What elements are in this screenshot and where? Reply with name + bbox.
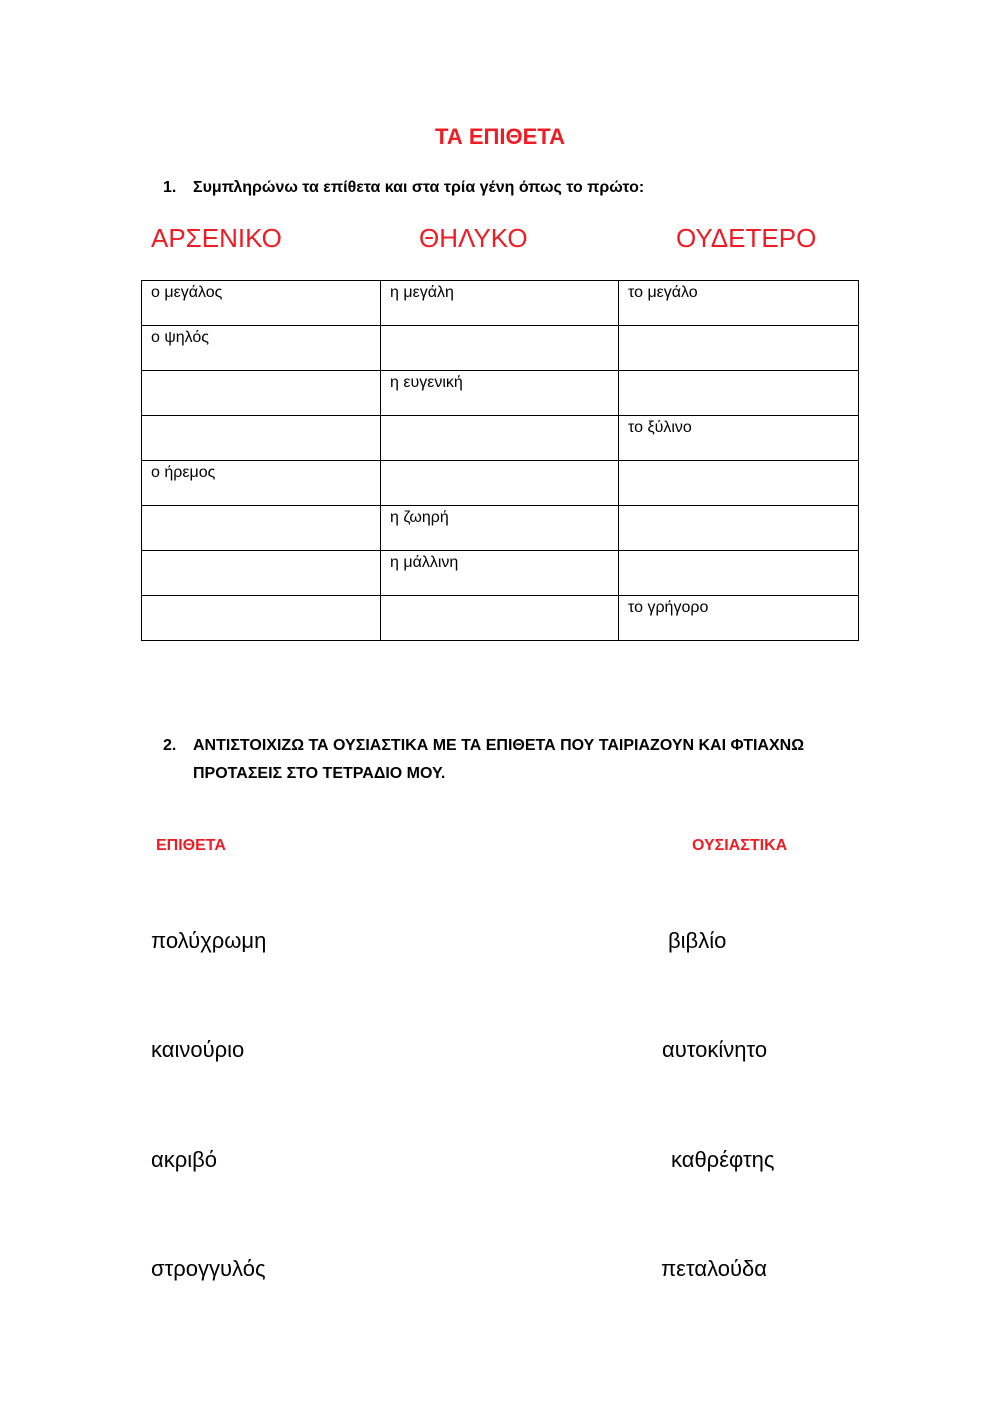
feminine-cell: η ζωηρή: [381, 506, 619, 551]
noun-item[interactable]: καθρέφτης: [671, 1147, 775, 1172]
gender-heading-neuter: ΟΥΔΕΤΕΡΟ: [676, 223, 817, 253]
neuter-cell: το ξύλινο: [619, 416, 859, 461]
noun-item[interactable]: πεταλούδα: [661, 1256, 767, 1281]
masculine-cell[interactable]: [142, 416, 381, 461]
masculine-cell[interactable]: [142, 596, 381, 641]
gender-heading-feminine: ΘΗΛΥΚΟ: [419, 223, 528, 253]
masculine-cell: ο ήρεμος: [142, 461, 381, 506]
adjective-item[interactable]: πολύχρωμη: [151, 928, 267, 953]
table-row: [142, 596, 859, 641]
masculine-cell: ο μεγάλος: [142, 281, 381, 326]
table-row: [142, 281, 859, 326]
table-row: [142, 326, 859, 371]
adjective-item[interactable]: καινούριο: [151, 1037, 245, 1062]
adjective-gender-table: [141, 280, 859, 641]
exercise-2-text: ΑΝΤΙΣΤΟΙΧΙΖΩ ΤΑ ΟΥΣΙΑΣΤΙΚΑ ΜΕ ΤΑ ΕΠΙΘΕΤΑ ΠΟΥ ΤΑΙΡΙΑΖΟΥΝ ΚΑΙ ΦΤΙΑΧΝΩ ΠΡΟΤΑΣΕΙΣ ΣΤΟ ΤΕΤΡΑΔΙΟ ΜΟΥ.: [193, 737, 805, 782]
neuter-cell[interactable]: [619, 326, 859, 371]
feminine-cell[interactable]: [381, 326, 619, 371]
masculine-cell[interactable]: [142, 506, 381, 551]
table-row: [142, 506, 859, 551]
neuter-cell[interactable]: [619, 371, 859, 416]
gender-heading-masculine: ΑΡΣΕΝΙΚΟ: [151, 223, 282, 253]
table-row: [142, 416, 859, 461]
exercise-2-instruction: [163, 732, 883, 788]
neuter-cell[interactable]: [619, 461, 859, 506]
feminine-cell: η μεγάλη: [381, 281, 619, 326]
table-row: [142, 461, 859, 506]
masculine-cell[interactable]: [142, 371, 381, 416]
feminine-cell: η μάλλινη: [381, 551, 619, 596]
feminine-cell[interactable]: [381, 416, 619, 461]
adjectives-header: ΕΠΙΘΕΤΑ: [156, 837, 226, 854]
worksheet-title: ΤΑ ΕΠΙΘΕΤΑ: [435, 124, 565, 149]
neuter-cell: το μεγάλο: [619, 281, 859, 326]
adjective-item[interactable]: ακριβό: [151, 1147, 218, 1172]
exercise-2-number: 2.: [163, 737, 177, 754]
noun-item[interactable]: αυτοκίνητο: [662, 1037, 768, 1062]
exercise-1-instruction: [163, 174, 883, 202]
feminine-cell: η ευγενική: [381, 371, 619, 416]
neuter-cell: το γρήγορο: [619, 596, 859, 641]
nouns-header: ΟΥΣΙΑΣΤΙΚΑ: [692, 837, 788, 854]
feminine-cell[interactable]: [381, 596, 619, 641]
neuter-cell[interactable]: [619, 506, 859, 551]
feminine-cell[interactable]: [381, 461, 619, 506]
exercise-1-number: 1.: [163, 179, 177, 196]
table-row: [142, 551, 859, 596]
table-row: [142, 371, 859, 416]
noun-item[interactable]: βιβλίο: [668, 928, 727, 953]
adjective-item[interactable]: στρογγυλός: [151, 1256, 266, 1281]
masculine-cell[interactable]: [142, 551, 381, 596]
masculine-cell: ο ψηλός: [142, 326, 381, 371]
neuter-cell[interactable]: [619, 551, 859, 596]
exercise-1-text: Συμπληρώνω τα επίθετα και στα τρία γένη όπως το πρώτο:: [193, 179, 645, 196]
